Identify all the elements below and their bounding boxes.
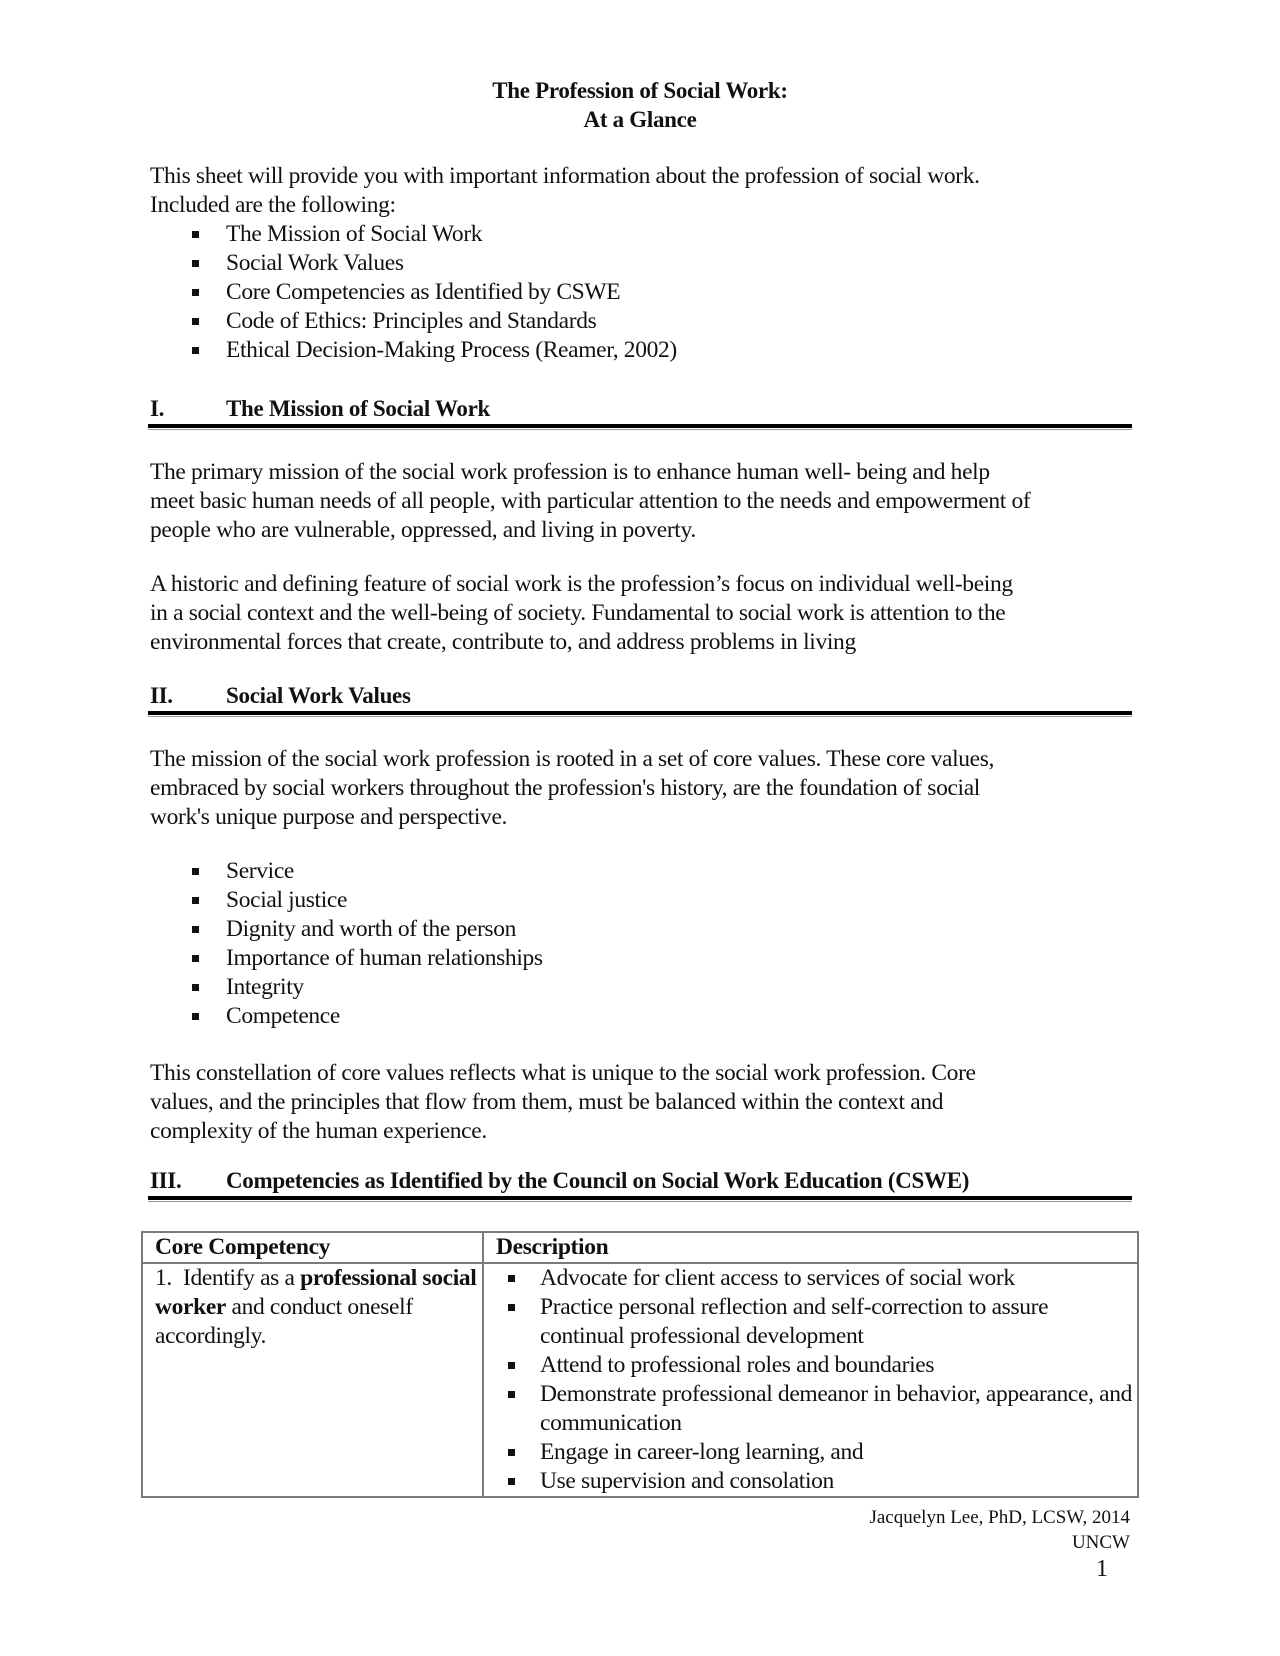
intro-list-item: Code of Ethics: Principles and Standards [150,307,1140,336]
section-1-paragraph-1: The primary mission of the social work profession is to enhance human well- being and help meet basic human needs of all people, with particular attention to the needs and empowerment of people who are vulnerable, oppressed, and living in poverty. [150,459,1031,543]
square-bullet-icon [508,1304,515,1311]
section-number: I. [150,396,165,421]
competency-table [141,1231,1139,1498]
title-line-2: At a Glance [583,107,697,132]
square-bullet-icon [192,897,199,904]
intro-line-2: Included are the following: [150,192,396,218]
title-line-1: The Profession of Social Work: [492,78,788,103]
square-bullet-icon [192,926,199,933]
section-title: The Mission of Social Work [226,396,490,421]
footer-institution: UNCW [1071,1532,1130,1553]
intro-list [150,220,1140,365]
square-bullet-icon [508,1362,515,1369]
section-divider [148,1196,1132,1200]
document-title [0,76,1280,134]
table-header-row [142,1232,1138,1263]
value-item: Dignity and worth of the person [150,915,1140,944]
values-block [150,857,1140,1031]
description-list [496,1264,1137,1496]
intro-list-item: The Mission of Social Work [150,220,1140,249]
column-header-description: Description [483,1232,1138,1263]
value-item: Importance of human relationships [150,944,1140,973]
value-item: Service [150,857,1140,886]
square-bullet-icon [192,955,199,962]
square-bullet-icon [508,1391,515,1398]
square-bullet-icon [192,347,199,354]
description-item: Demonstrate professional demeanor in behavior, appearance, and communication [496,1380,1137,1438]
page-footer [869,1505,1130,1583]
section-divider [148,424,1132,428]
square-bullet-icon [508,1478,515,1485]
value-item: Integrity [150,973,1140,1002]
square-bullet-icon [192,1013,199,1020]
column-header-core-competency: Core Competency [142,1232,483,1263]
section-1-heading [150,395,1132,423]
values-list [150,857,1140,1031]
description-cell [483,1263,1138,1497]
square-bullet-icon [192,318,199,325]
section-1-paragraph-2: A historic and defining feature of social work is the profession’s focus on individual well-being in a social context and the well-being of society. Fundamental to social work is attention to the environmental forces that create, contribute to, and address problems in living [150,571,1013,655]
competency-cell: 1. Identify as a professional social worker and conduct oneself accordingly. [142,1263,483,1497]
intro-block [150,162,1140,365]
description-item: Practice personal reflection and self-correction to assure continual professional development [496,1293,1137,1351]
section-number: II. [150,683,173,708]
section-3-heading [150,1167,1132,1195]
intro-list-item: Core Competencies as Identified by CSWE [150,278,1140,307]
value-item: Social justice [150,886,1140,915]
description-item: Attend to professional roles and boundaries [496,1351,1137,1380]
square-bullet-icon [192,868,199,875]
section-number: III. [150,1168,182,1193]
section-2-heading [150,682,1132,710]
square-bullet-icon [508,1275,515,1282]
description-item: Advocate for client access to services of social work [496,1264,1137,1293]
section-2-paragraph-2: This constellation of core values reflects what is unique to the social work profession. Core values, and the principles that flow from them, must be balanced within the context and complexity of the human experience. [150,1060,976,1144]
footer-author: Jacquelyn Lee, PhD, LCSW, 2014 [869,1507,1130,1528]
section-divider [148,711,1132,715]
square-bullet-icon [192,984,199,991]
value-item: Competence [150,1002,1140,1031]
square-bullet-icon [192,289,199,296]
intro-list-item: Ethical Decision-Making Process (Reamer, 2002) [150,336,1140,365]
intro-list-item: Social Work Values [150,249,1140,278]
section-2-paragraph-1: The mission of the social work profession is rooted in a set of core values. These core values, embraced by social workers throughout the profession's history, are the foundation of social work's unique purpose and perspective. [150,746,995,830]
square-bullet-icon [192,231,199,238]
square-bullet-icon [192,260,199,267]
description-item: Use supervision and consolation [496,1467,1137,1496]
page-number: 1 [1096,1556,1108,1582]
section-title: Social Work Values [226,683,411,708]
intro-line-1: This sheet will provide you with important information about the profession of social work. [150,163,980,189]
description-item: Engage in career-long learning, and [496,1438,1137,1467]
table-row [142,1263,1138,1497]
section-title: Competencies as Identified by the Council on Social Work Education (CSWE) [226,1168,970,1193]
square-bullet-icon [508,1449,515,1456]
